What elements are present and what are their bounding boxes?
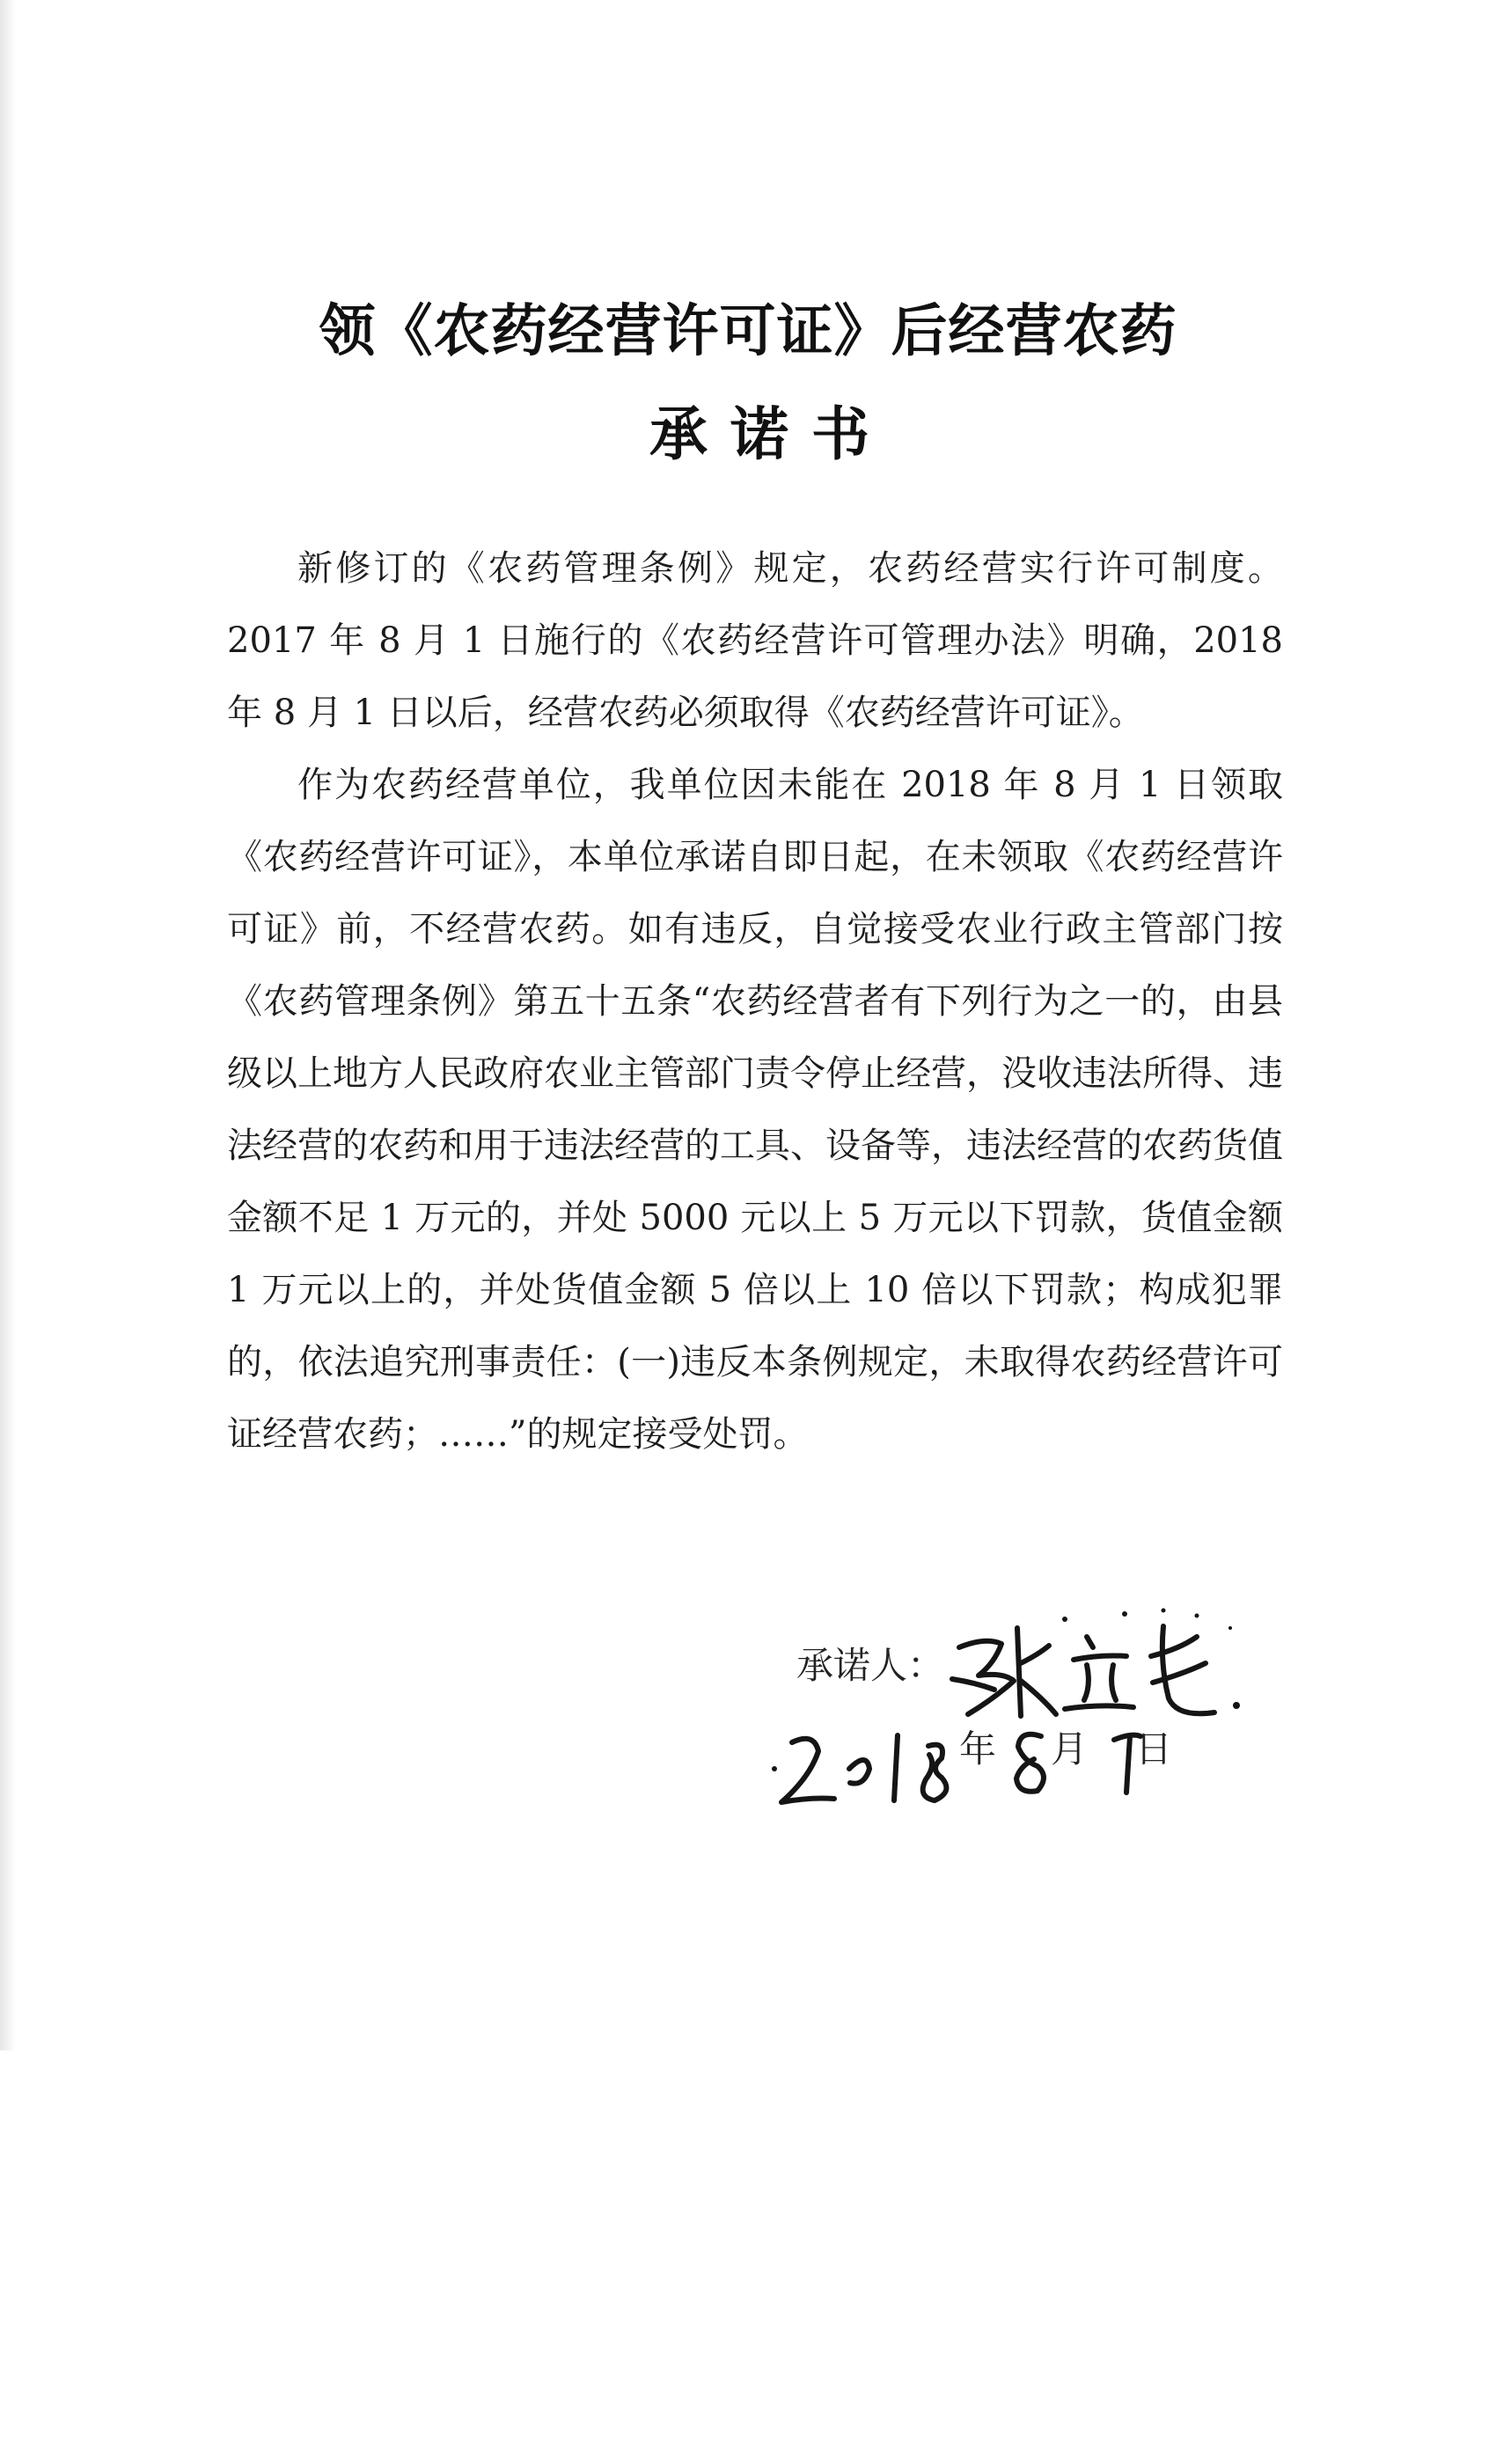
body-paragraph-2: 作为农药经营单位，我单位因未能在 2018 年 8 月 1 日领取《农药经营许可证》，本单位承诺自即日起，在未领取《农药经营许可证》前，不经营农药。如有违反，自觉接受农业行政主管部门按《农药管理条例》第五十五条“农药经营者有下列行为之一的，由县级以上地方人民政府农业主管部门责令停止经营，没收违法所得、违法经营的农药和用于违法经营的工具、设备等，违法经营的农药货值金额不足 1 万元的，并处 5000 元以上 5 万元以下罚款，货值金额 1 万元以上的，并处货值金额 5 倍以上 10 倍以下罚款；构成犯罪的，依法追究刑事责任：(一)违反本条例规定，未取得农药经营许可证经营农药；……”的规定接受处罚。 <box>227 765 1283 1455</box>
document-subtitle: 承诺书 <box>649 400 892 468</box>
handwritten-day-icon <box>1100 1720 1153 1800</box>
body-paragraph-1: 新修订的《农药管理条例》规定，农药经营实行许可制度。2017 年 8 月 1 日施行的《农药经营许可管理办法》明确，2018 年 8 月 1 日以后，经营农药必须取得《农药经营许可证》。 <box>227 548 1283 733</box>
document-body <box>227 532 1283 1470</box>
handwritten-month-icon <box>999 1720 1060 1800</box>
date-month-mark: 月 <box>1051 1727 1089 1771</box>
signer-label: 承诺人： <box>796 1644 945 1687</box>
handwritten-year-icon <box>766 1716 968 1813</box>
document-title: 领《农药经营许可证》后经营农药 <box>319 298 1177 364</box>
handwritten-signature-icon <box>933 1602 1250 1734</box>
date-day-mark: 日 <box>1135 1727 1173 1771</box>
date-year-mark: 年 <box>959 1727 997 1771</box>
